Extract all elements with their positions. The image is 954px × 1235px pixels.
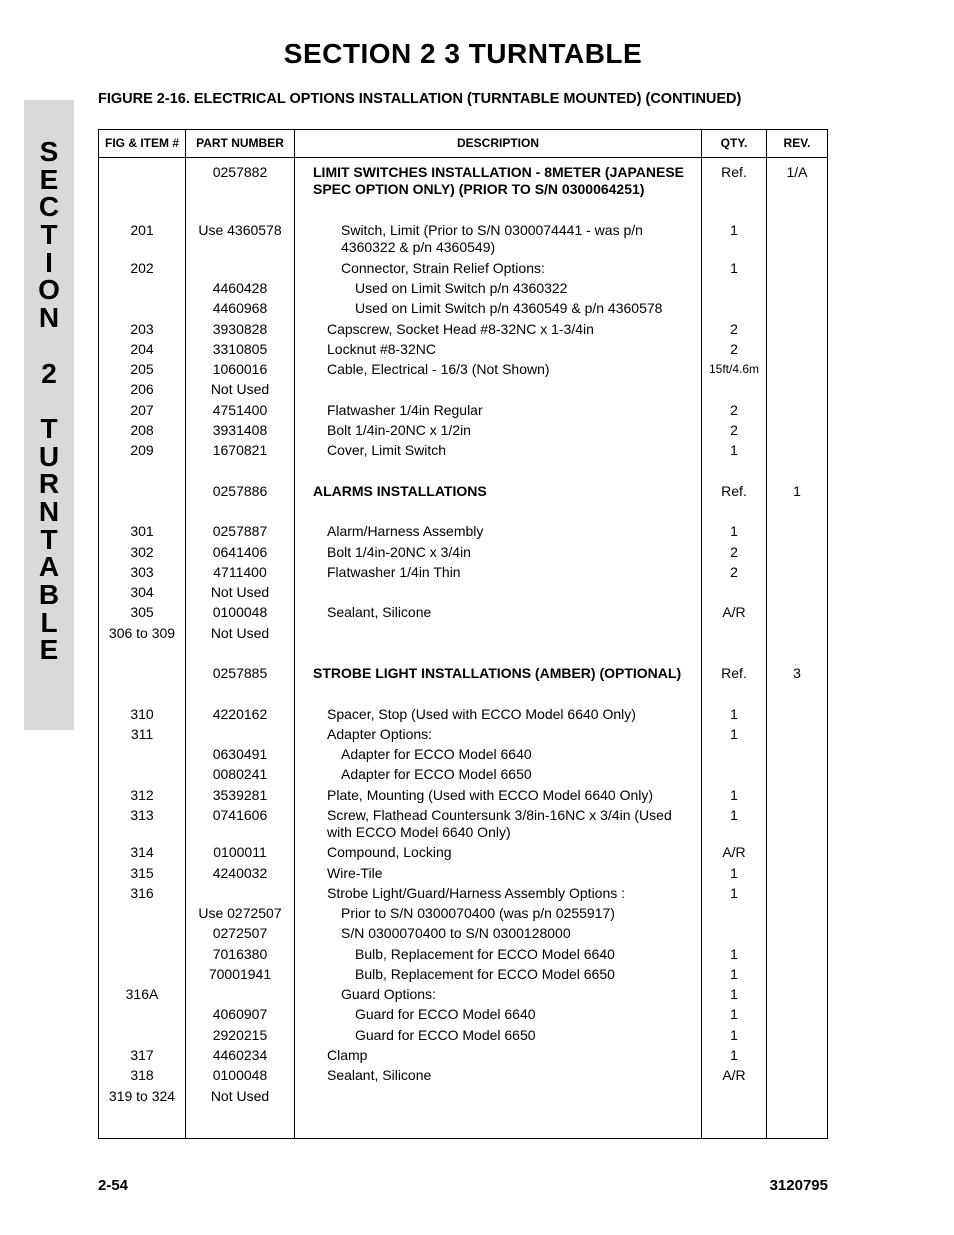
part-number-cell: 0100048 bbox=[212, 1067, 268, 1083]
part-number-cell: 0257886 bbox=[212, 483, 268, 499]
qty-cell: 1 bbox=[730, 1027, 738, 1043]
qty-cell: 2 bbox=[730, 564, 738, 580]
fig-item-cell: 310 bbox=[130, 706, 154, 722]
qty-cell: 1 bbox=[730, 807, 738, 823]
rev-cell: 1 bbox=[793, 483, 801, 499]
part-number-cell: Use 4360578 bbox=[198, 222, 282, 238]
qty-cell: Ref. bbox=[721, 665, 747, 681]
fig-item-cell: 204 bbox=[130, 341, 154, 357]
description-cell: Clamp bbox=[327, 1047, 368, 1063]
part-number-cell: 3931408 bbox=[212, 422, 268, 438]
rev-cell: 1/A bbox=[786, 164, 808, 180]
part-number-cell: 0641406 bbox=[212, 544, 268, 560]
fig-item-cell: 202 bbox=[130, 260, 154, 276]
description-cell: Screw, Flathead Countersunk 3/8in-16NC x 3/4in (Used with ECCO Model 6640 Only) bbox=[327, 807, 672, 840]
side-tab-letters bbox=[24, 138, 74, 664]
description-cell: Capscrew, Socket Head #8-32NC x 1-3/4in bbox=[327, 321, 594, 337]
side-tab-letter: B bbox=[38, 579, 60, 610]
fig-item-cell: 203 bbox=[130, 321, 154, 337]
qty-cell: 1 bbox=[730, 1006, 738, 1022]
description-cell: Bulb, Replacement for ECCO Model 6640 bbox=[355, 946, 615, 962]
part-number-cell: 3930828 bbox=[212, 321, 268, 337]
qty-cell: 2 bbox=[730, 402, 738, 418]
fig-item-cell: 316A bbox=[125, 986, 159, 1002]
side-tab-letter: L bbox=[40, 606, 58, 638]
side-tab-letter: N bbox=[38, 495, 60, 527]
description-cell: Wire-Tile bbox=[327, 865, 383, 881]
section-side-tab bbox=[24, 100, 74, 730]
qty-cell: 1 bbox=[730, 260, 738, 276]
figure-title: FIGURE 2-16. ELECTRICAL OPTIONS INSTALLATION (TURNTABLE MOUNTED) (CONTINUED) bbox=[98, 91, 742, 107]
part-number-cell: 4060907 bbox=[212, 1006, 268, 1022]
part-number-cell: Not Used bbox=[210, 1088, 270, 1104]
fig-item-cell: 201 bbox=[130, 222, 154, 238]
column-divider bbox=[766, 130, 767, 1138]
qty-cell: A/R bbox=[722, 1067, 746, 1083]
qty-cell: 1 bbox=[730, 523, 738, 539]
fig-item-cell: 208 bbox=[130, 422, 154, 438]
qty-cell: 1 bbox=[730, 986, 738, 1002]
qty-cell: 2 bbox=[730, 341, 738, 357]
fig-item-cell: 318 bbox=[130, 1067, 154, 1083]
fig-item-cell: 311 bbox=[130, 726, 154, 742]
side-tab-letter: U bbox=[38, 440, 60, 472]
description-cell: ALARMS INSTALLATIONS bbox=[313, 483, 487, 499]
description-cell: Used on Limit Switch p/n 4360322 bbox=[355, 280, 568, 296]
description-cell: Plate, Mounting (Used with ECCO Model 6640 Only) bbox=[327, 787, 654, 803]
part-number-cell: 0741606 bbox=[212, 807, 268, 823]
part-number-cell: 0257887 bbox=[212, 523, 268, 539]
description-cell: Flatwasher 1/4in Regular bbox=[327, 402, 483, 418]
fig-item-cell: 306 to 309 bbox=[108, 625, 176, 641]
qty-cell: 1 bbox=[730, 1047, 738, 1063]
description-cell: Guard for ECCO Model 6650 bbox=[355, 1027, 536, 1043]
side-tab-letter bbox=[24, 332, 74, 360]
side-tab-letter: R bbox=[38, 468, 60, 500]
part-number-cell: Use 0272507 bbox=[198, 905, 282, 921]
part-number-cell: 4240032 bbox=[212, 865, 268, 881]
part-number-cell: 1060016 bbox=[212, 361, 268, 377]
description-cell: LIMIT SWITCHES INSTALLATION - 8METER (JAPANESE SPEC OPTION ONLY) (PRIOR TO S/N 0300064251) bbox=[313, 164, 684, 197]
fig-item-cell: 319 to 324 bbox=[108, 1088, 176, 1104]
fig-item-cell: 316 bbox=[130, 885, 154, 901]
fig-item-cell: 301 bbox=[130, 523, 154, 539]
description-cell: Cover, Limit Switch bbox=[327, 442, 447, 458]
document-number: 3120795 bbox=[769, 1177, 828, 1194]
description-cell: Alarm/Harness Assembly bbox=[327, 523, 484, 539]
part-number-cell: 0080241 bbox=[212, 766, 268, 782]
side-tab-letter bbox=[24, 387, 74, 415]
side-tab-letter: S bbox=[39, 136, 59, 167]
description-cell: Strobe Light/Guard/Harness Assembly Options : bbox=[327, 885, 626, 901]
side-tab-letter: O bbox=[38, 274, 60, 306]
qty-cell: 1 bbox=[730, 966, 738, 982]
qty-cell: 1 bbox=[730, 787, 738, 803]
fig-item-cell: 305 bbox=[130, 604, 154, 620]
qty-cell: A/R bbox=[722, 604, 746, 620]
rev-cell: 3 bbox=[793, 665, 801, 681]
description-cell: Guard Options: bbox=[341, 986, 436, 1002]
part-number-cell: 4460428 bbox=[212, 280, 268, 296]
qty-cell: Ref. bbox=[721, 164, 747, 180]
part-number-cell: Not Used bbox=[210, 625, 270, 641]
qty-cell: 2 bbox=[730, 422, 738, 438]
side-tab-letter: T bbox=[40, 219, 58, 251]
side-tab-letter: I bbox=[45, 246, 53, 278]
part-number-cell: 4751400 bbox=[212, 402, 268, 418]
fig-item-cell: 209 bbox=[130, 442, 154, 458]
section-title: SECTION 2 3 TURNTABLE bbox=[283, 38, 643, 69]
part-number-cell: 0630491 bbox=[212, 746, 268, 762]
side-tab-letter: 2 bbox=[41, 357, 57, 389]
part-number-cell: 0257885 bbox=[212, 665, 268, 681]
part-number-cell: 2920215 bbox=[212, 1027, 268, 1043]
table-header bbox=[99, 130, 827, 158]
part-number-cell: 4220162 bbox=[212, 706, 268, 722]
description-cell: Locknut #8-32NC bbox=[327, 341, 436, 357]
description-cell: Adapter for ECCO Model 6640 bbox=[341, 746, 532, 762]
fig-item-cell: 302 bbox=[130, 544, 154, 560]
fig-item-cell: 205 bbox=[130, 361, 154, 377]
side-tab-letter: E bbox=[39, 634, 59, 666]
side-tab-letter: C bbox=[38, 191, 60, 223]
qty-cell: 1 bbox=[730, 222, 738, 238]
side-tab-letter: N bbox=[38, 302, 60, 334]
part-number-cell: 7016380 bbox=[212, 946, 268, 962]
side-tab-letter: T bbox=[40, 523, 58, 555]
fig-item-cell: 206 bbox=[130, 381, 154, 397]
header-description: DESCRIPTION bbox=[456, 136, 539, 150]
qty-cell: A/R bbox=[722, 844, 746, 860]
qty-cell: 15ft/4.6m bbox=[708, 362, 760, 376]
fig-item-cell: 304 bbox=[130, 584, 154, 600]
qty-cell: 1 bbox=[730, 706, 738, 722]
description-cell: Bulb, Replacement for ECCO Model 6650 bbox=[355, 966, 615, 982]
parts-table bbox=[98, 129, 828, 1139]
qty-cell: 2 bbox=[730, 544, 738, 560]
description-cell: Adapter for ECCO Model 6650 bbox=[341, 766, 532, 782]
description-cell: Spacer, Stop (Used with ECCO Model 6640 Only) bbox=[327, 706, 636, 722]
fig-item-cell: 317 bbox=[130, 1047, 154, 1063]
fig-item-cell: 313 bbox=[130, 807, 154, 823]
part-number-cell: 4711400 bbox=[213, 564, 267, 580]
description-cell: Sealant, Silicone bbox=[327, 604, 432, 620]
qty-cell: Ref. bbox=[721, 483, 747, 499]
qty-cell: 2 bbox=[730, 321, 738, 337]
part-number-cell: 0100048 bbox=[212, 604, 268, 620]
header-qty: QTY. bbox=[720, 136, 748, 150]
description-cell: Prior to S/N 0300070400 (was p/n 0255917) bbox=[341, 905, 615, 921]
side-tab-letter: A bbox=[38, 551, 60, 583]
part-number-cell: 0272507 bbox=[212, 925, 268, 941]
side-tab-letter: T bbox=[40, 412, 58, 444]
part-number-cell: 70001941 bbox=[208, 966, 272, 982]
description-cell: Bolt 1/4in-20NC x 1/2in bbox=[327, 422, 471, 438]
description-cell: Compound, Locking bbox=[327, 844, 452, 860]
description-cell: STROBE LIGHT INSTALLATIONS (AMBER) (OPTIONAL) bbox=[313, 665, 682, 681]
description-cell: Used on Limit Switch p/n 4360549 & p/n 4360578 bbox=[355, 300, 663, 316]
description-cell: Connector, Strain Relief Options: bbox=[341, 260, 545, 276]
part-number-cell: 0100011 bbox=[213, 844, 267, 860]
description-cell: Bolt 1/4in-20NC x 3/4in bbox=[327, 544, 471, 560]
description-cell: Adapter Options: bbox=[327, 726, 433, 742]
part-number-cell: Not Used bbox=[210, 584, 270, 600]
fig-item-cell: 315 bbox=[130, 865, 154, 881]
description-cell: Sealant, Silicone bbox=[327, 1067, 432, 1083]
part-number-cell: 4460234 bbox=[212, 1047, 268, 1063]
header-rev: REV. bbox=[783, 136, 811, 150]
qty-cell: 1 bbox=[730, 885, 738, 901]
part-number-cell: 3539281 bbox=[212, 787, 268, 803]
part-number-cell: 4460968 bbox=[212, 300, 268, 316]
header-part-number: PART NUMBER bbox=[196, 136, 284, 150]
qty-cell: 1 bbox=[730, 946, 738, 962]
part-number-cell: 3310805 bbox=[212, 341, 268, 357]
description-cell: S/N 0300070400 to S/N 0300128000 bbox=[341, 925, 571, 941]
part-number-cell: 1670821 bbox=[212, 442, 268, 458]
qty-cell: 1 bbox=[730, 442, 738, 458]
description-cell: Guard for ECCO Model 6640 bbox=[355, 1006, 536, 1022]
side-tab-letter: E bbox=[39, 163, 59, 195]
description-cell: Cable, Electrical - 16/3 (Not Shown) bbox=[327, 361, 550, 377]
fig-item-cell: 303 bbox=[130, 564, 154, 580]
fig-item-cell: 314 bbox=[130, 844, 154, 860]
description-cell: Switch, Limit (Prior to S/N 0300074441 - was p/n 4360322 & p/n 4360549) bbox=[341, 222, 643, 255]
part-number-cell: 0257882 bbox=[212, 164, 268, 180]
qty-cell: 1 bbox=[730, 865, 738, 881]
page-number: 2-54 bbox=[98, 1177, 129, 1194]
fig-item-cell: 312 bbox=[130, 787, 154, 803]
fig-item-cell: 207 bbox=[130, 402, 154, 418]
description-cell: Flatwasher 1/4in Thin bbox=[327, 564, 461, 580]
header-fig-item: FIG & ITEM # bbox=[104, 136, 179, 150]
qty-cell: 1 bbox=[730, 726, 738, 742]
part-number-cell: Not Used bbox=[210, 381, 270, 397]
